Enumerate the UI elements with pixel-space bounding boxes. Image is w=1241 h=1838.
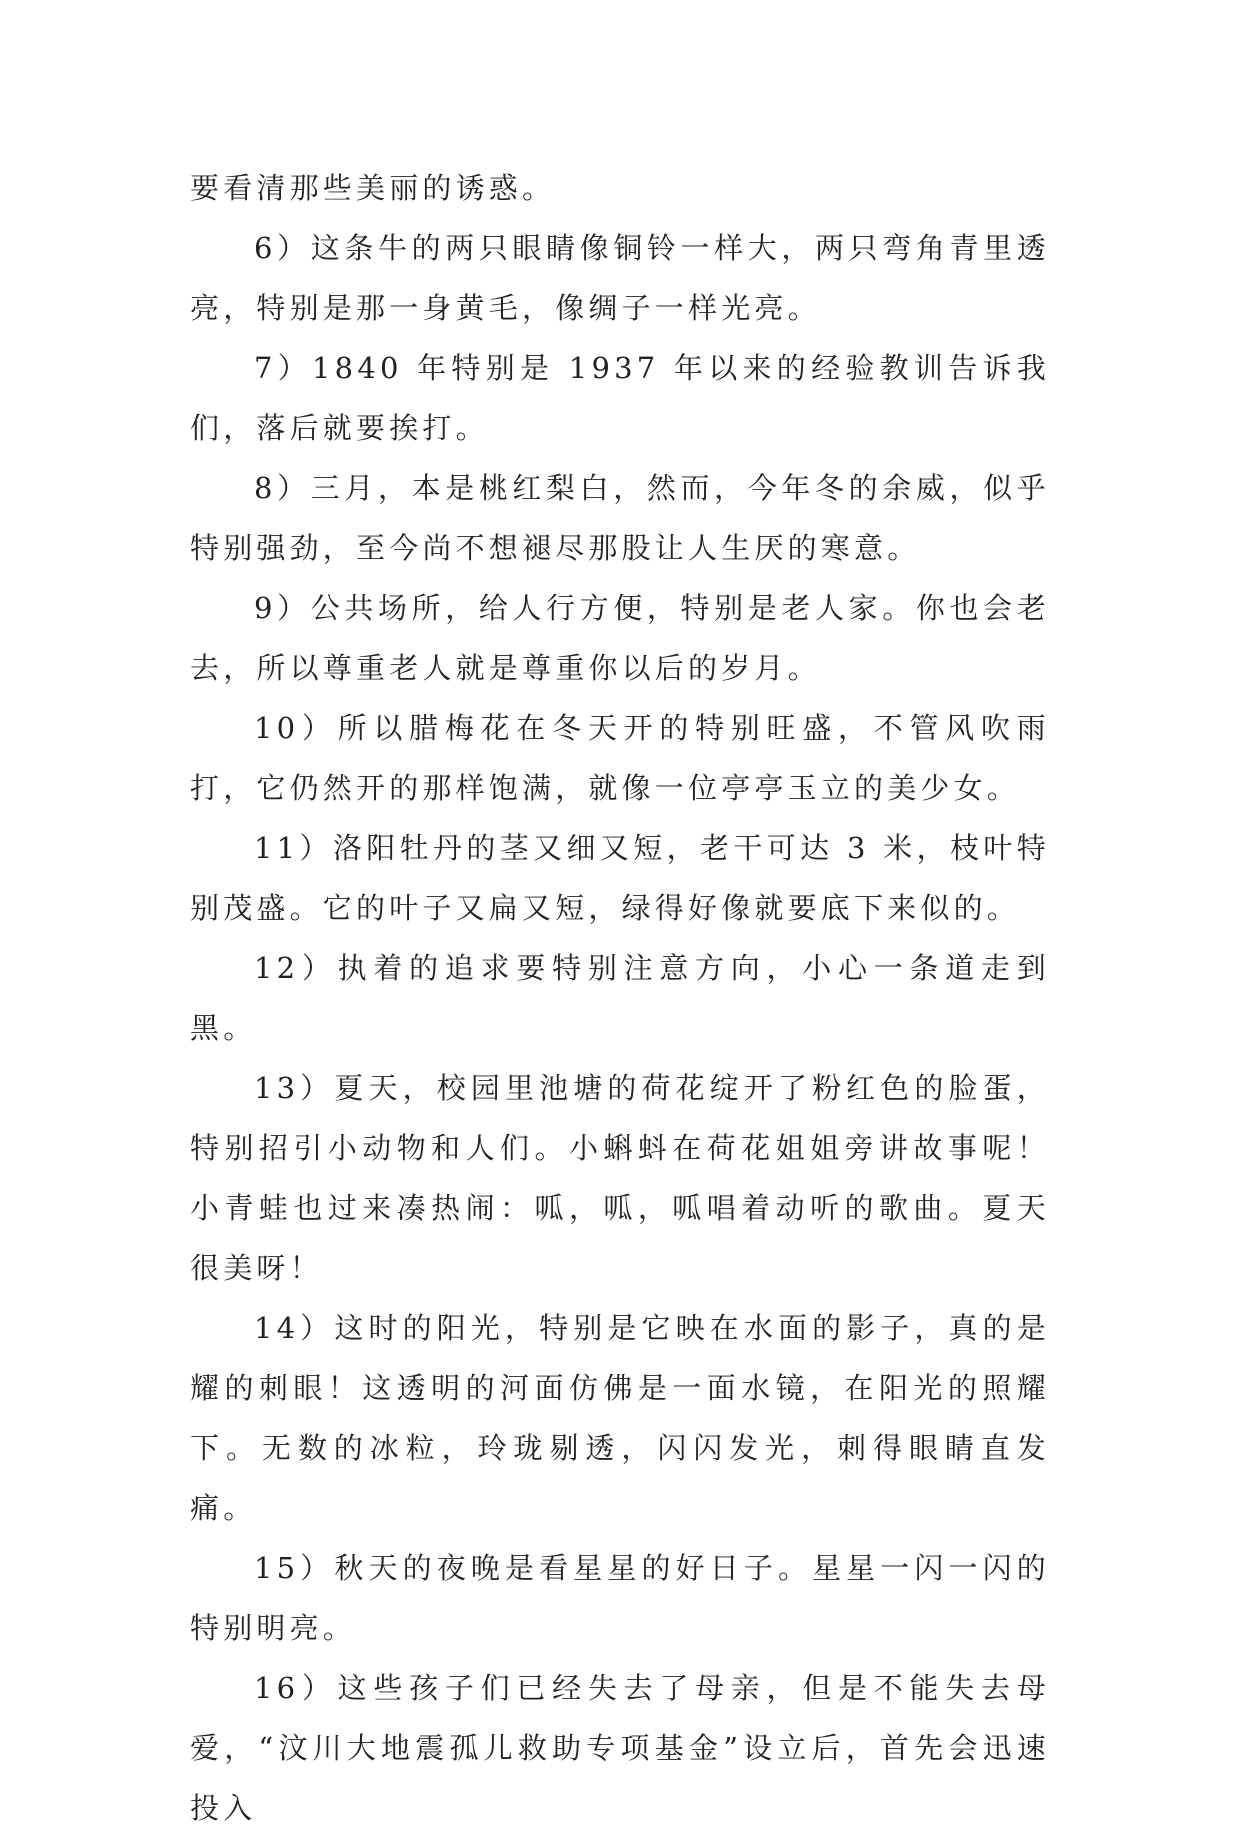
paragraph-15: 15）秋天的夜晚是看星星的好日子。星星一闪一闪的特别明亮。: [190, 1551, 1050, 1645]
paragraph-9: 9）公共场所，给人行方便，特别是老人家。你也会老去，所以尊重老人就是尊重你以后的岁月。: [190, 591, 1050, 685]
paragraph-13: 13）夏天，校园里池塘的荷花绽开了粉红色的脸蛋，特别招引小动物和人们。小蝌蚪在荷花姐姐旁讲故事呢！小青蛙也过来凑热闹：呱，呱，呱唱着动听的歌曲。夏天很美呀！: [190, 1071, 1050, 1285]
paragraph-8: 8）三月，本是桃红梨白，然而，今年冬的余威，似乎特别强劲，至今尚不想褪尽那股让人生厌的寒意。: [190, 471, 1050, 565]
paragraph-11: 11）洛阳牡丹的茎又细又短，老干可达 3 米，枝叶特别茂盛。它的叶子又扁又短，绿得好像就要底下来似的。: [190, 831, 1050, 925]
paragraph-continuation: 要看清那些美丽的诱惑。: [190, 171, 556, 205]
paragraph-12: 12）执着的追求要特别注意方向，小心一条道走到黑。: [190, 951, 1050, 1045]
paragraph-14: 14）这时的阳光，特别是它映在水面的影子，真的是耀的刺眼！这透明的河面仿佛是一面水镜，在阳光的照耀下。无数的冰粒，玲珑剔透，闪闪发光，刺得眼睛直发痛。: [190, 1311, 1050, 1525]
paragraph-10: 10）所以腊梅花在冬天开的特别旺盛，不管风吹雨打，它仍然开的那样饱满，就像一位亭亭玉立的美少女。: [190, 711, 1050, 805]
paragraph-6: 6）这条牛的两只眼睛像铜铃一样大，两只弯角青里透亮，特别是那一身黄毛，像绸子一样光亮。: [190, 231, 1050, 325]
paragraph-7: 7）1840 年特别是 1937 年以来的经验教训告诉我们，落后就要挨打。: [190, 351, 1050, 445]
paragraph-16: 16）这些孩子们已经失去了母亲，但是不能失去母爱，“汶川大地震孤儿救助专项基金”设立后，首先会迅速投入: [190, 1671, 1050, 1825]
document-body: [190, 158, 1050, 1838]
